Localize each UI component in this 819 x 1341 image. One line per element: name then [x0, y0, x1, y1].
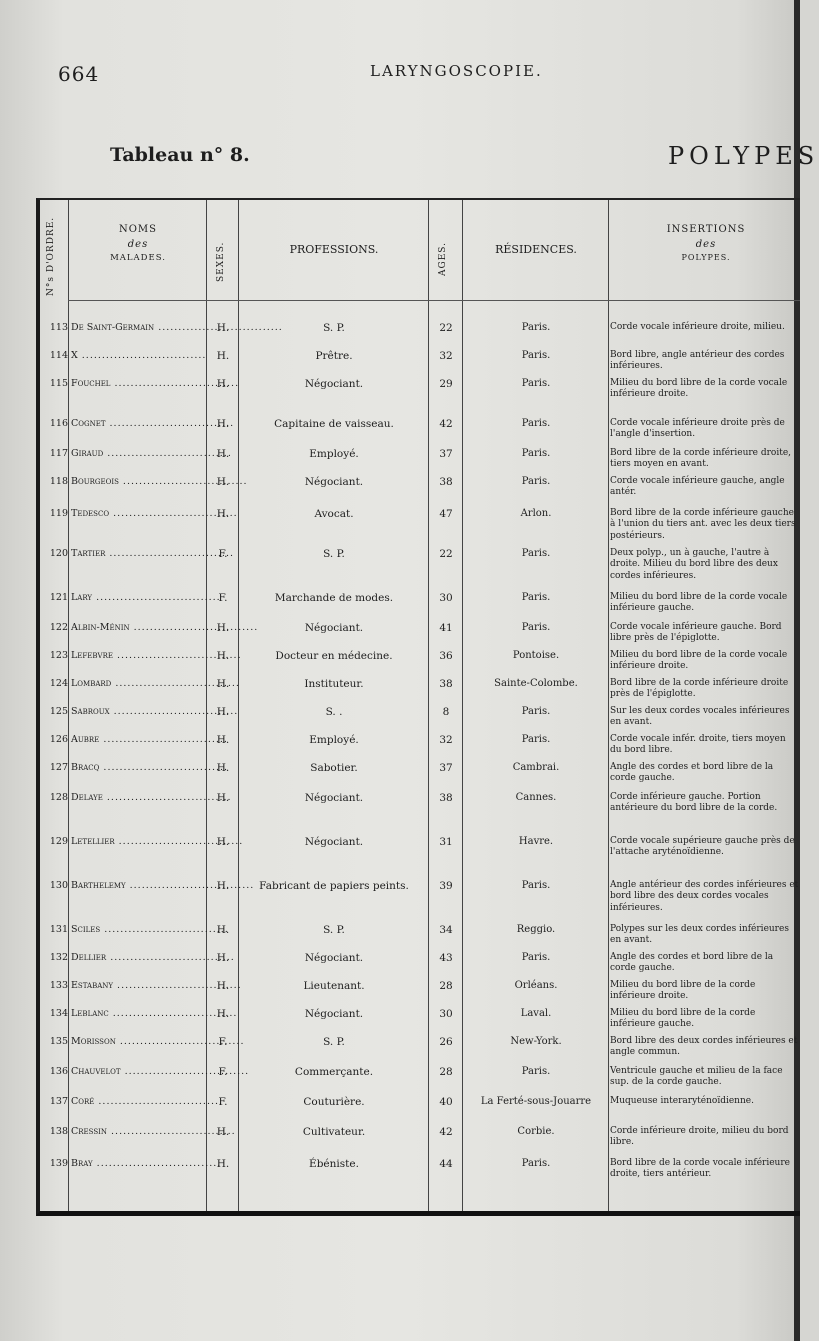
row-number: 133 — [49, 980, 68, 991]
insertion: Bord libre de la corde inférieure droite, tiers moyen en avant. — [610, 448, 792, 470]
residence: New-York. — [510, 1036, 562, 1047]
row-number: 136 — [49, 1066, 68, 1077]
sex: F. — [218, 1096, 228, 1108]
profession: Capitaine de vaisseau. — [274, 418, 394, 430]
row-number: 138 — [49, 1126, 68, 1137]
patient-name: Tartier ..... — [71, 548, 206, 559]
sex: H. — [216, 952, 230, 964]
row-number: 115 — [49, 378, 68, 389]
sex: H. — [216, 650, 230, 662]
age: 43 — [439, 952, 453, 964]
patient-name: Bray ..... — [71, 1158, 206, 1169]
patient-name: De Saint-Germain ..... — [71, 322, 206, 333]
insertion: Corde inférieure droite, milieu du bord libre. — [610, 1126, 789, 1148]
residence: Paris. — [521, 1158, 551, 1169]
age: 32 — [439, 350, 453, 362]
row-number: 119 — [49, 508, 68, 519]
patient-name: Delaye ..... — [71, 792, 206, 803]
row-number: 125 — [49, 706, 68, 717]
sex: H. — [216, 418, 230, 430]
patient-name: Leblanc ..... — [71, 1008, 206, 1019]
profession: S. P. — [323, 1036, 345, 1048]
patient-name: Barthelemy ..... — [71, 880, 206, 891]
patient-name: Lefebvre ..... — [71, 650, 206, 661]
sex: H. — [216, 1126, 230, 1138]
insertion: Bord libre de la corde vocale inférieure droite, tiers antérieur. — [610, 1158, 790, 1180]
profession: Commerçante. — [294, 1066, 374, 1078]
age: 28 — [439, 980, 453, 992]
residence: Corbie. — [517, 1126, 555, 1137]
profession: Employé. — [309, 448, 359, 460]
insertion: Milieu du bord libre de la corde inférieure droite. — [610, 980, 756, 1002]
profession: Sabotier. — [310, 762, 358, 774]
sex: H. — [216, 476, 230, 488]
patient-name: Giraud ..... — [71, 448, 206, 459]
profession: Marchande de modes. — [274, 592, 394, 604]
profession: Négociant. — [304, 476, 364, 488]
patient-name: Albin-Ménin ..... — [71, 622, 206, 633]
profession: Docteur en médecine. — [275, 650, 393, 662]
category-title: POLYPES — [668, 142, 819, 170]
col-header-ages: AGES. — [438, 242, 448, 276]
profession: Couturière. — [303, 1096, 365, 1108]
patient-name: Estabany ..... — [71, 980, 206, 991]
residence: Paris. — [521, 350, 551, 361]
col-header-sexes: SEXES. — [216, 241, 226, 282]
profession: Négociant. — [304, 378, 364, 390]
sex: H. — [216, 508, 230, 520]
col-header-noms: NOMS des MALADES. — [110, 224, 166, 263]
patient-name: Sciles ..... — [71, 924, 206, 935]
col-header-residences: RÉSIDENCES. — [495, 243, 577, 256]
row-number: 118 — [49, 476, 68, 487]
residence: Arlon. — [520, 508, 552, 519]
patient-name: Coré ..... — [71, 1096, 206, 1107]
sex: H. — [216, 706, 230, 718]
sex: H. — [216, 678, 230, 690]
profession: Lieutenant. — [303, 980, 365, 992]
age: 37 — [439, 448, 453, 460]
row-number: 129 — [49, 836, 68, 847]
insertion: Bord libre des deux cordes inférieures et angle commun. — [610, 1036, 798, 1058]
sex: F. — [218, 1036, 228, 1048]
patient-name: Letellier ..... — [71, 836, 206, 847]
sex: H. — [216, 350, 230, 362]
patient-name: Cressin ..... — [71, 1126, 206, 1137]
residence: Paris. — [521, 706, 551, 717]
row-number: 122 — [49, 622, 68, 633]
row-number: 135 — [49, 1036, 68, 1047]
residence: Paris. — [521, 952, 551, 963]
residence: Pontoise. — [512, 650, 560, 661]
row-number: 117 — [49, 448, 68, 459]
profession: Employé. — [309, 734, 359, 746]
col-header-insertions: INSERTIONS des POLYPES. — [666, 224, 746, 262]
residence: Havre. — [518, 836, 554, 847]
age: 26 — [439, 1036, 453, 1048]
patient-name: Chauvelot ..... — [71, 1066, 206, 1077]
age: 32 — [439, 734, 453, 746]
patient-name: Fouchel ..... — [71, 378, 206, 389]
sex: H. — [216, 622, 230, 634]
profession: Avocat. — [314, 508, 354, 520]
insertion: Ventricule gauche et milieu de la face sup. de la corde gauche. — [610, 1066, 783, 1088]
residence: Paris. — [521, 378, 551, 389]
insertion: Angle antérieur des cordes inférieures et bord libre des deux cordes vocales inférieures. — [610, 880, 799, 913]
data-table — [36, 198, 800, 1216]
row-number: 139 — [49, 1158, 68, 1169]
sex: F. — [218, 592, 228, 604]
insertion: Corde vocale inférieure gauche, angle antér. — [610, 476, 785, 498]
col-header-num: N°s D'ORDRE. — [46, 216, 56, 296]
residence: Paris. — [521, 734, 551, 745]
patient-name: Sabroux ..... — [71, 706, 206, 717]
insertion: Bord libre de la corde inférieure droite près de l'épiglotte. — [610, 678, 789, 700]
age: 36 — [439, 650, 453, 662]
insertion: Corde vocale supérieure gauche près de l'attache aryténoïdienne. — [610, 836, 795, 858]
residence: Orléans. — [514, 980, 558, 991]
age: 44 — [439, 1158, 453, 1170]
row-number: 132 — [49, 952, 68, 963]
header-rule — [68, 300, 800, 301]
patient-name: Lombard ..... — [71, 678, 206, 689]
residence: Sainte-Colombe. — [494, 678, 578, 689]
age: 42 — [439, 418, 453, 430]
patient-name: Dellier ..... — [71, 952, 206, 963]
profession: Cultivateur. — [302, 1126, 366, 1138]
patient-name: Cognet ..... — [71, 418, 206, 429]
profession: Négociant. — [304, 622, 364, 634]
row-number: 126 — [49, 734, 68, 745]
row-number: 114 — [49, 350, 68, 361]
insertion: Milieu du bord libre de la corde inférieure gauche. — [610, 1008, 756, 1030]
sex: H. — [216, 924, 230, 936]
row-number: 137 — [49, 1096, 68, 1107]
insertion: Angle des cordes et bord libre de la corde gauche. — [610, 952, 774, 974]
row-number: 121 — [49, 592, 68, 603]
sex: H. — [216, 378, 230, 390]
table-title: Tableau n° 8. — [110, 144, 250, 166]
sex: H. — [216, 880, 230, 892]
insertion: Milieu du bord libre de la corde vocale inférieure droite. — [610, 378, 788, 400]
age: 41 — [439, 622, 453, 634]
profession: S. P. — [323, 924, 345, 936]
age: 38 — [439, 476, 453, 488]
insertion: Sur les deux cordes vocales inférieures en avant. — [610, 706, 790, 728]
residence: Reggio. — [516, 924, 556, 935]
age: 28 — [439, 1066, 453, 1078]
row-number: 113 — [49, 322, 68, 333]
age: 31 — [439, 836, 453, 848]
sex: H. — [216, 762, 230, 774]
insertion: Corde vocale infér. droite, tiers moyen du bord libre. — [610, 734, 786, 756]
patient-name: Morisson ..... — [71, 1036, 206, 1047]
profession: Fabricant de papiers peints. — [259, 880, 409, 892]
profession: Prêtre. — [315, 350, 353, 362]
row-number: 123 — [49, 650, 68, 661]
residence: Paris. — [521, 622, 551, 633]
residence: La Ferté-sous-Jouarre — [480, 1096, 592, 1107]
age: 30 — [439, 1008, 453, 1020]
row-number: 130 — [49, 880, 68, 891]
sex: H. — [216, 1008, 230, 1020]
profession: Ébéniste. — [309, 1158, 359, 1170]
age: 29 — [439, 378, 453, 390]
profession: Négociant. — [304, 952, 364, 964]
insertion: Milieu du bord libre de la corde vocale inférieure gauche. — [610, 592, 788, 614]
residence: Paris. — [521, 548, 551, 559]
row-number: 127 — [49, 762, 68, 773]
age: 8 — [442, 706, 450, 718]
sex: F. — [218, 548, 228, 560]
insertion: Bord libre, angle antérieur des cordes inférieures. — [610, 350, 785, 372]
patient-name: Lary ..... — [71, 592, 206, 603]
age: 34 — [439, 924, 453, 936]
sex: H. — [216, 1158, 230, 1170]
patient-name: X ..... — [71, 350, 206, 361]
patient-name: Tedesco ..... — [71, 508, 206, 519]
sex: H. — [216, 792, 230, 804]
age: 47 — [439, 508, 453, 520]
row-number: 124 — [49, 678, 68, 689]
patient-name: Bracq ..... — [71, 762, 206, 773]
age: 42 — [439, 1126, 453, 1138]
profession: S. . — [325, 706, 343, 718]
insertion: Corde vocale inférieure gauche. Bord libre près de l'épiglotte. — [610, 622, 782, 644]
profession: Instituteur. — [304, 678, 364, 690]
residence: Paris. — [521, 418, 551, 429]
insertion: Angle des cordes et bord libre de la corde gauche. — [610, 762, 774, 784]
row-number: 128 — [49, 792, 68, 803]
sex: H. — [216, 734, 230, 746]
residence: Paris. — [521, 880, 551, 891]
insertion: Muqueuse interaryténoïdienne. — [610, 1096, 754, 1106]
insertion: Corde inférieure gauche. Portion antérieure du bord libre de la corde. — [610, 792, 778, 814]
row-number: 120 — [49, 548, 68, 559]
residence: Cannes. — [515, 792, 557, 803]
profession: Négociant. — [304, 792, 364, 804]
sex: H. — [216, 448, 230, 460]
insertion: Milieu du bord libre de la corde vocale inférieure droite. — [610, 650, 788, 672]
page-number: 664 — [58, 62, 100, 86]
profession: S. P. — [323, 322, 345, 334]
col-header-professions: PROFESSIONS. — [289, 243, 379, 256]
row-number: 116 — [49, 418, 68, 429]
residence: Paris. — [521, 592, 551, 603]
running-title: LARYNGOSCOPIE. — [370, 62, 543, 80]
patient-name: Aubre ..... — [71, 734, 206, 745]
insertion: Corde vocale inférieure droite près de l'angle d'insertion. — [610, 418, 785, 440]
profession: S. P. — [323, 548, 345, 560]
insertion: Bord libre de la corde inférieure gauche à l'union du tiers ant. avec les deux tiers postérieurs. — [610, 508, 796, 541]
residence: Paris. — [521, 476, 551, 487]
row-number: 131 — [49, 924, 68, 935]
profession: Négociant. — [304, 1008, 364, 1020]
insertion: Deux polyp., un à gauche, l'autre à droite. Milieu du bord libre des deux cordes inférieures. — [610, 548, 778, 581]
profession: Négociant. — [304, 836, 364, 848]
age: 39 — [439, 880, 453, 892]
insertion: Corde vocale inférieure droite, milieu. — [610, 322, 785, 332]
age: 22 — [439, 322, 453, 334]
sex: H. — [216, 980, 230, 992]
sex: H. — [216, 322, 230, 334]
age: 37 — [439, 762, 453, 774]
age: 30 — [439, 592, 453, 604]
sex: F. — [218, 1066, 228, 1078]
residence: Paris. — [521, 448, 551, 459]
residence: Paris. — [521, 322, 551, 333]
insertion: Polypes sur les deux cordes inférieures en avant. — [610, 924, 789, 946]
age: 38 — [439, 792, 453, 804]
age: 22 — [439, 548, 453, 560]
age: 40 — [439, 1096, 453, 1108]
residence: Cambrai. — [512, 762, 560, 773]
sex: H. — [216, 836, 230, 848]
residence: Paris. — [521, 1066, 551, 1077]
age: 38 — [439, 678, 453, 690]
row-number: 134 — [49, 1008, 68, 1019]
patient-name: Bourgeois ..... — [71, 476, 206, 487]
residence: Laval. — [520, 1008, 552, 1019]
